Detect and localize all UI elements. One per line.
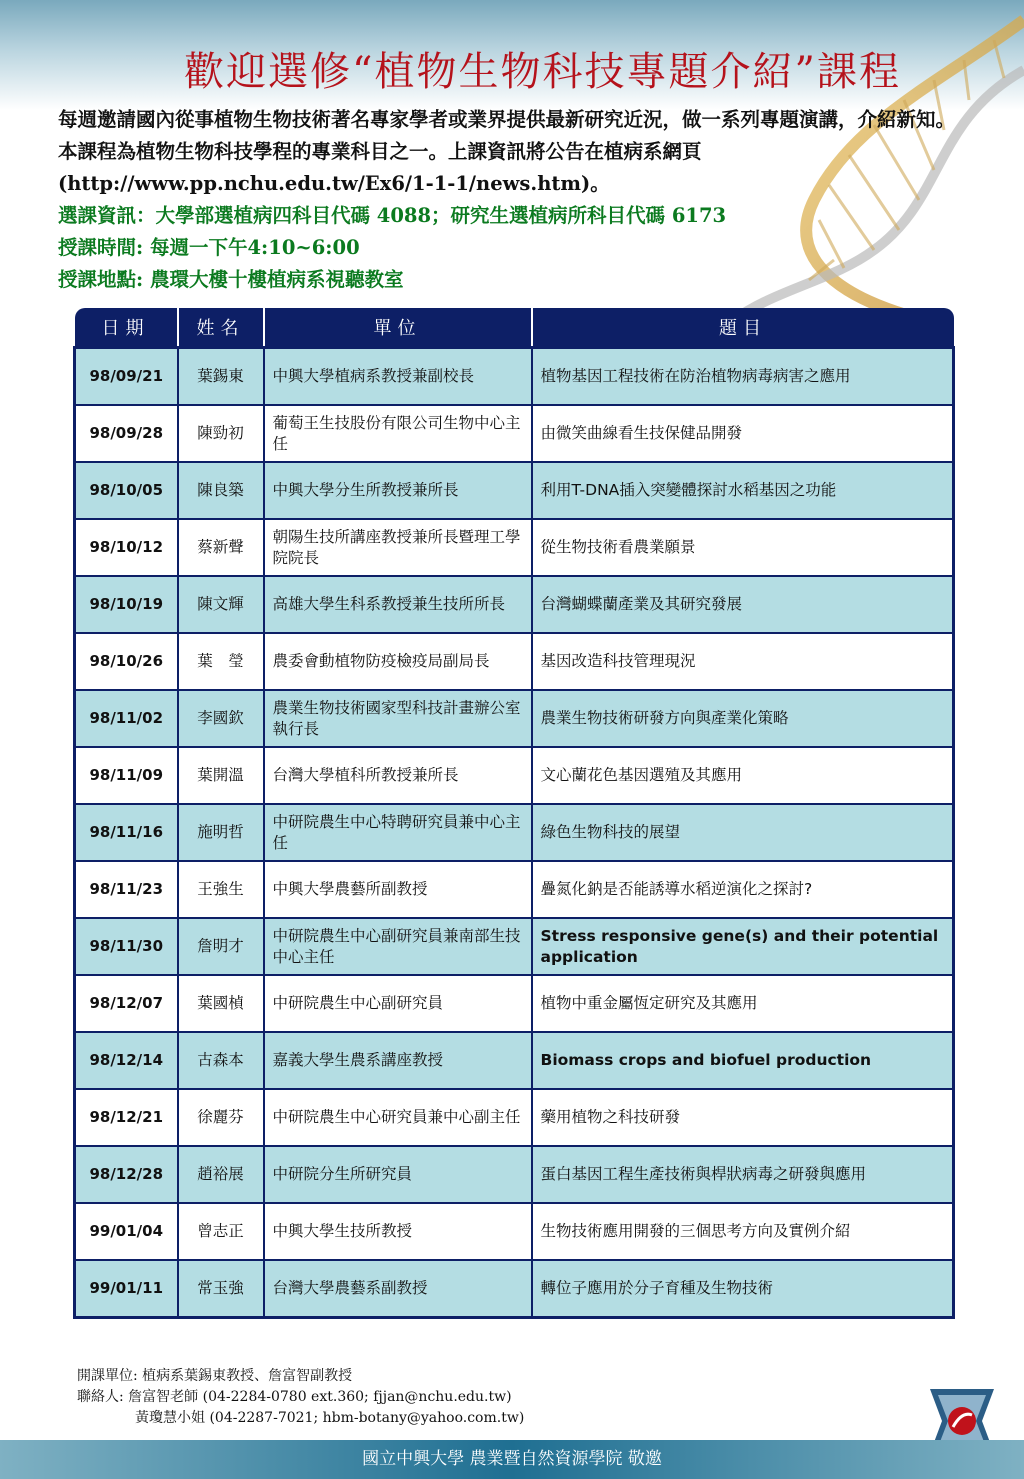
cell-name: 詹明才: [178, 918, 264, 975]
cell-date: 98/09/21: [75, 348, 178, 406]
cell-date: 98/10/19: [75, 576, 178, 633]
organizer-text: 開課單位: 植病系葉錫東教授、詹富智副教授: [77, 1368, 353, 1384]
cell-topic: 生物技術應用開發的三個思考方向及實例介紹: [532, 1203, 954, 1260]
course-code-info: 選課資訊：大學部選植病四科目代碼 4088；研究生選植病所科目代碼 6173: [58, 204, 727, 227]
cell-unit: 中興大學植病系教授兼副校長: [264, 348, 532, 406]
cell-unit: 台灣大學農藝系副教授: [264, 1260, 532, 1318]
cell-unit: 中研院農生中心副研究員: [264, 975, 532, 1032]
cell-date: 98/11/30: [75, 918, 178, 975]
cell-date: 98/12/28: [75, 1146, 178, 1203]
table-row: [75, 1203, 954, 1260]
cell-name: 王強生: [178, 861, 264, 918]
table-row: [75, 462, 954, 519]
table-row: [75, 519, 954, 576]
cell-unit: 台灣大學植科所教授兼所長: [264, 747, 532, 804]
class-location: 授課地點: 農環大樓十樓植病系視聽教室: [58, 268, 404, 291]
cell-topic: 利用T-DNA插入突變體探討水稻基因之功能: [532, 462, 954, 519]
table-row: [75, 633, 954, 690]
cell-unit: 嘉義大學生農系講座教授: [264, 1032, 532, 1089]
cell-unit: 中興大學分生所教授兼所長: [264, 462, 532, 519]
cell-topic: 台灣蝴蝶蘭產業及其研究發展: [532, 576, 954, 633]
cell-date: 98/10/05: [75, 462, 178, 519]
contact-line-2: 黃瓊慧小姐 (04-2287-7021; hbm-botany@yahoo.com.tw): [135, 1410, 525, 1426]
cell-topic: 由微笑曲線看生技保健品開發: [532, 405, 954, 462]
table-header-row: [75, 308, 954, 348]
cell-date: 98/11/16: [75, 804, 178, 861]
cell-unit: 朝陽生技所講座教授兼所長暨理工學院院長: [264, 519, 532, 576]
cell-name: 常玉強: [178, 1260, 264, 1318]
cell-topic: 農業生物技術研發方向與產業化策略: [532, 690, 954, 747]
table-row: [75, 690, 954, 747]
cell-topic: 文心蘭花色基因選殖及其應用: [532, 747, 954, 804]
footer-band: [0, 1440, 1024, 1479]
cell-topic: Stress responsive gene(s) and their potential application: [532, 918, 954, 975]
cell-date: 98/11/09: [75, 747, 178, 804]
cell-topic: 綠色生物科技的展望: [532, 804, 954, 861]
intro-section: [58, 104, 968, 296]
table-row: [75, 804, 954, 861]
cell-topic: 蛋白基因工程生產技術與桿狀病毒之研發與應用: [532, 1146, 954, 1203]
cell-name: 陳勁初: [178, 405, 264, 462]
table-row: [75, 861, 954, 918]
table-row: [75, 1032, 954, 1089]
cell-name: 趙裕展: [178, 1146, 264, 1203]
header-date: 日期: [75, 308, 178, 348]
table-row: [75, 348, 954, 406]
cell-unit: 葡萄王生技股份有限公司生物中心主任: [264, 405, 532, 462]
cell-date: 98/09/28: [75, 405, 178, 462]
cell-name: 葉開溫: [178, 747, 264, 804]
table-row: [75, 405, 954, 462]
table-row: [75, 918, 954, 975]
intro-text: 每週邀請國內從事植物生物技術著名專家學者或業界提供最新研究近況，做一系列專題演講，介紹新知。本課程為植物生物科技學程的專業科目之一。上課資訊將公告在植病系網頁(http://www.pp.nchu.edu.tw/Ex6/1-1-1/news.htm)。: [58, 108, 956, 195]
cell-date: 98/12/21: [75, 1089, 178, 1146]
table-row: [75, 576, 954, 633]
schedule-table: [73, 308, 952, 1319]
cell-name: 蔡新聲: [178, 519, 264, 576]
cell-date: 98/11/23: [75, 861, 178, 918]
cell-unit: 中研院農生中心副研究員兼南部生技中心主任: [264, 918, 532, 975]
header-topic: 題目: [532, 308, 954, 348]
contact-info: [77, 1366, 524, 1429]
cell-unit: 中研院農生中心特聘研究員兼中心主任: [264, 804, 532, 861]
cell-date: 99/01/04: [75, 1203, 178, 1260]
cell-unit: 農業生物技術國家型科技計畫辦公室執行長: [264, 690, 532, 747]
cell-name: 李國欽: [178, 690, 264, 747]
cell-date: 98/12/07: [75, 975, 178, 1032]
cell-unit: 中興大學農藝所副教授: [264, 861, 532, 918]
contact-line-1: 聯絡人: 詹富智老師 (04-2284-0780 ext.360; fjjan@nchu.edu.tw): [77, 1389, 512, 1405]
cell-topic: 藥用植物之科技研發: [532, 1089, 954, 1146]
cell-topic: 植物基因工程技術在防治植物病毒病害之應用: [532, 348, 954, 406]
cell-unit: 高雄大學生科系教授兼生技所所長: [264, 576, 532, 633]
cell-unit: 中研院農生中心研究員兼中心副主任: [264, 1089, 532, 1146]
cell-topic: Biomass crops and biofuel production: [532, 1032, 954, 1089]
cell-date: 99/01/11: [75, 1260, 178, 1318]
cell-name: 古森本: [178, 1032, 264, 1089]
table-row: [75, 1146, 954, 1203]
table-row: [75, 975, 954, 1032]
cell-topic: 疊氮化鈉是否能誘導水稻逆演化之探討?: [532, 861, 954, 918]
cell-date: 98/11/02: [75, 690, 178, 747]
cell-name: 陳文輝: [178, 576, 264, 633]
cell-topic: 基因改造科技管理現況: [532, 633, 954, 690]
cell-topic: 從生物技術看農業願景: [532, 519, 954, 576]
cell-name: 葉錫東: [178, 348, 264, 406]
cell-name: 葉國楨: [178, 975, 264, 1032]
invite-text: 國立中興大學 農業暨自然資源學院 敬邀: [362, 1449, 662, 1469]
table-row: [75, 1260, 954, 1318]
header-unit: 單位: [264, 308, 532, 348]
cell-name: 葉 瑩: [178, 633, 264, 690]
cell-date: 98/12/14: [75, 1032, 178, 1089]
cell-topic: 植物中重金屬恆定研究及其應用: [532, 975, 954, 1032]
cell-unit: 中興大學生技所教授: [264, 1203, 532, 1260]
table-row: [75, 1089, 954, 1146]
class-time: 授課時間: 每週一下午4:10~6:00: [58, 236, 360, 259]
cell-topic: 轉位子應用於分子育種及生物技術: [532, 1260, 954, 1318]
cell-name: 施明哲: [178, 804, 264, 861]
cell-date: 98/10/12: [75, 519, 178, 576]
cell-name: 陳良築: [178, 462, 264, 519]
cell-unit: 中研院分生所研究員: [264, 1146, 532, 1203]
cell-date: 98/10/26: [75, 633, 178, 690]
cell-name: 徐麗芬: [178, 1089, 264, 1146]
cell-name: 曾志正: [178, 1203, 264, 1260]
table-row: [75, 747, 954, 804]
page-title: 歡迎選修“植物生物科技專題介紹”課程: [184, 49, 901, 95]
header-name: 姓名: [178, 308, 264, 348]
cell-unit: 農委會動植物防疫檢疫局副局長: [264, 633, 532, 690]
